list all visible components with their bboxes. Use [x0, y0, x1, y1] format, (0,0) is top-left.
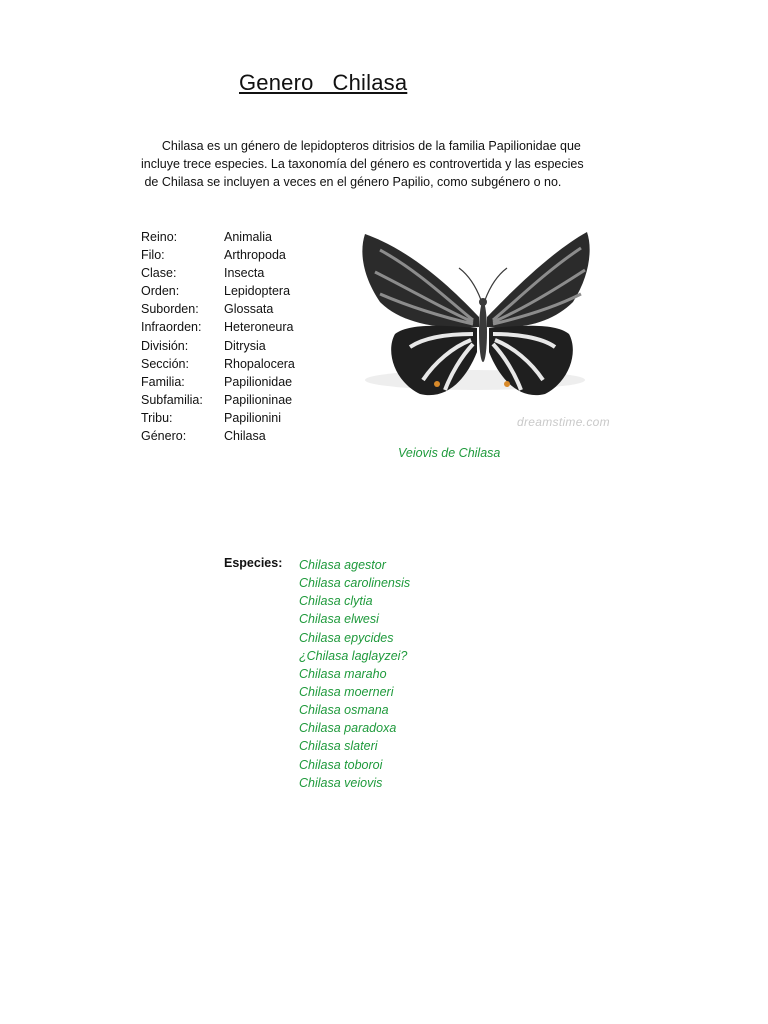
taxonomy-value: Glossata — [224, 302, 274, 316]
taxonomy-value: Rhopalocera — [224, 357, 295, 371]
species-item: Chilasa maraho — [299, 666, 387, 681]
species-item: Chilasa agestor — [299, 558, 386, 572]
taxonomy-label: Orden: — [141, 284, 180, 298]
species-label: Especies: — [224, 556, 283, 570]
species-item: Chilasa elwesi — [299, 612, 379, 627]
species-item: Chilasa paradoxa — [299, 721, 397, 736]
species-item: Chilasa epycides — [299, 630, 394, 645]
taxonomy-label: Género: — [141, 429, 187, 443]
butterfly-image — [355, 222, 625, 437]
intro-line: Chilasa es un género de lepidopteros ditrisios de la familia Papilionidae que — [141, 139, 581, 153]
taxonomy-label: Familia: — [141, 375, 185, 389]
taxonomy-value: Papilionini — [224, 411, 281, 425]
taxonomy-label: Suborden: — [141, 302, 199, 316]
species-item: ¿Chilasa laglayzei? — [299, 648, 408, 663]
taxonomy-label: Clase: — [141, 266, 177, 280]
species-item: Chilasa osmana — [299, 703, 389, 718]
taxonomy-label: Reino: — [141, 230, 178, 244]
taxonomy-value: Papilioninae — [224, 393, 293, 407]
taxonomy-value: Ditrysia — [224, 339, 266, 353]
taxonomy-label: Filo: — [141, 248, 165, 262]
species-item: Chilasa carolinensis — [299, 576, 411, 591]
species-list — [299, 556, 410, 792]
taxonomy-value: Insecta — [224, 266, 265, 280]
butterfly-icon — [355, 222, 625, 437]
intro-line: incluye trece especies. La taxonomía del género es controvertida y las especies — [141, 157, 584, 171]
taxonomy-value: Chilasa — [224, 429, 266, 443]
taxonomy-label: Tribu: — [141, 411, 173, 425]
taxonomy-label: Subfamilia: — [141, 393, 203, 407]
image-watermark: dreamstime.com — [517, 415, 610, 429]
page-title: Genero Chilasa — [239, 70, 408, 95]
species-item: Chilasa toboroi — [299, 757, 383, 772]
intro-line: de Chilasa se incluyen a veces en el género Papilio, como subgénero o no. — [141, 175, 562, 189]
taxonomy-value: Papilionidae — [224, 375, 293, 389]
taxonomy-value: Lepidoptera — [224, 284, 291, 298]
species-item: Chilasa clytia — [299, 594, 373, 609]
species-item: Chilasa moerneri — [299, 684, 394, 699]
taxonomy-value: Arthropoda — [224, 248, 286, 262]
image-caption: Veiovis de Chilasa — [398, 446, 501, 460]
taxonomy-value: Heteroneura — [224, 320, 294, 334]
species-item: Chilasa slateri — [299, 739, 378, 754]
taxonomy-label: División: — [141, 339, 189, 353]
taxonomy-label: Sección: — [141, 357, 189, 371]
intro-paragraph — [141, 137, 611, 191]
taxonomy-value: Animalia — [224, 230, 272, 244]
species-item: Chilasa veiovis — [299, 775, 383, 790]
taxonomy-label: Infraorden: — [141, 320, 202, 334]
